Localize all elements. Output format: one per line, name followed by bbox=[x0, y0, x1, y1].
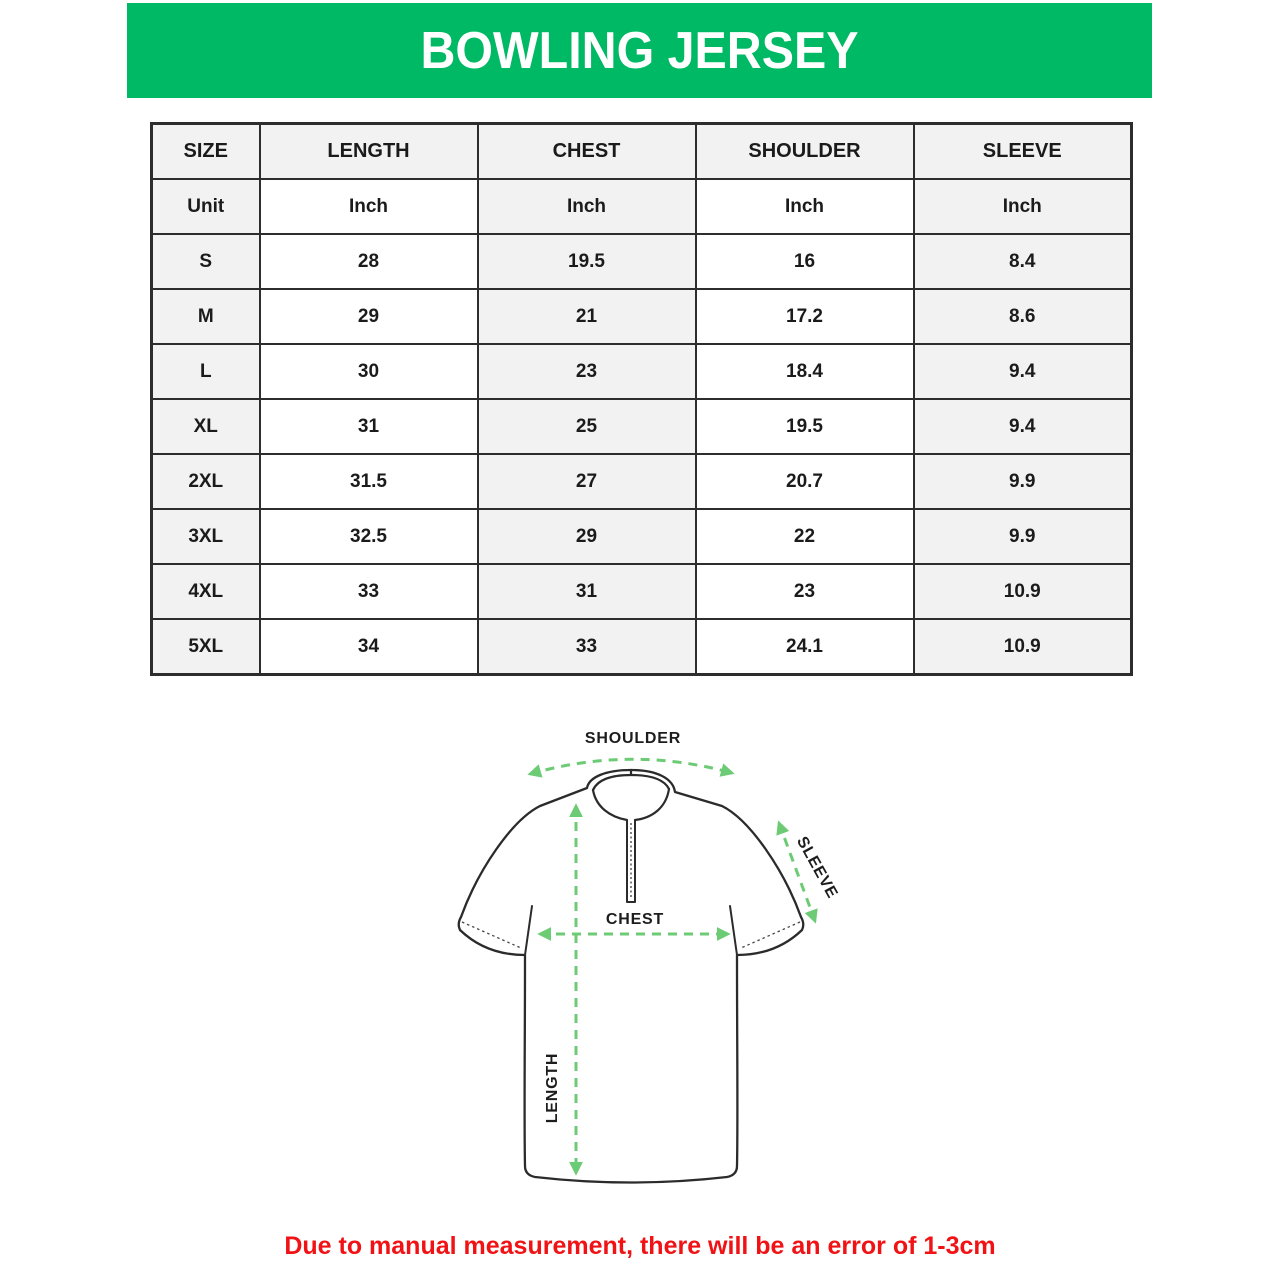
measurement-cell: 19.5 bbox=[696, 399, 914, 454]
measurement-cell: 23 bbox=[478, 344, 696, 399]
measurement-cell: 29 bbox=[260, 289, 478, 344]
measurement-cell: 33 bbox=[478, 619, 696, 675]
measurement-cell: 10.9 bbox=[914, 564, 1132, 619]
measurement-cell: 10.9 bbox=[914, 619, 1132, 675]
table-row bbox=[152, 344, 1132, 399]
measurement-cell: 31 bbox=[478, 564, 696, 619]
measurement-cell: 33 bbox=[260, 564, 478, 619]
unit-row bbox=[152, 179, 1132, 234]
table-row bbox=[152, 509, 1132, 564]
measurement-cell: 31 bbox=[260, 399, 478, 454]
measurement-cell: 22 bbox=[696, 509, 914, 564]
measurement-cell: 18.4 bbox=[696, 344, 914, 399]
length-label: LENGTH bbox=[544, 1052, 561, 1124]
title-banner bbox=[127, 3, 1152, 98]
size-label-cell: L bbox=[152, 344, 260, 399]
jersey-measurement-diagram bbox=[420, 718, 870, 1210]
measurement-cell: 31.5 bbox=[260, 454, 478, 509]
measurement-cell: 23 bbox=[696, 564, 914, 619]
table-row bbox=[152, 399, 1132, 454]
sleeve-label: SLEEVE bbox=[793, 833, 841, 902]
size-chart-table bbox=[150, 122, 1133, 676]
measurement-cell: 34 bbox=[260, 619, 478, 675]
measurement-cell: 9.9 bbox=[914, 454, 1132, 509]
unit-label-cell: Unit bbox=[152, 179, 260, 234]
size-label-cell: XL bbox=[152, 399, 260, 454]
col-header-chest: CHEST bbox=[478, 124, 696, 180]
table-row bbox=[152, 289, 1132, 344]
col-header-size: SIZE bbox=[152, 124, 260, 180]
measurement-cell: 9.9 bbox=[914, 509, 1132, 564]
table-row bbox=[152, 619, 1132, 675]
measurement-cell: 29 bbox=[478, 509, 696, 564]
measurement-cell: 9.4 bbox=[914, 399, 1132, 454]
size-label-cell: 4XL bbox=[152, 564, 260, 619]
measurement-cell: 25 bbox=[478, 399, 696, 454]
unit-cell: Inch bbox=[478, 179, 696, 234]
measurement-cell: 32.5 bbox=[260, 509, 478, 564]
measurement-cell: 8.4 bbox=[914, 234, 1132, 289]
measurement-cell: 24.1 bbox=[696, 619, 914, 675]
col-header-shoulder: SHOULDER bbox=[696, 124, 914, 180]
measurement-cell: 8.6 bbox=[914, 289, 1132, 344]
page-title: BOWLING JERSEY bbox=[420, 21, 859, 80]
col-header-length: LENGTH bbox=[260, 124, 478, 180]
measurement-cell: 21 bbox=[478, 289, 696, 344]
measurement-cell: 16 bbox=[696, 234, 914, 289]
size-label-cell: 2XL bbox=[152, 454, 260, 509]
measurement-cell: 17.2 bbox=[696, 289, 914, 344]
unit-cell: Inch bbox=[914, 179, 1132, 234]
measurement-cell: 28 bbox=[260, 234, 478, 289]
table-row bbox=[152, 234, 1132, 289]
size-label-cell: 5XL bbox=[152, 619, 260, 675]
measurement-disclaimer: Due to manual measurement, there will be an error of 1-3cm bbox=[284, 1232, 996, 1260]
size-label-cell: M bbox=[152, 289, 260, 344]
unit-cell: Inch bbox=[696, 179, 914, 234]
header-row bbox=[152, 124, 1132, 180]
col-header-sleeve: SLEEVE bbox=[914, 124, 1132, 180]
measurement-cell: 9.4 bbox=[914, 344, 1132, 399]
measurement-cell: 30 bbox=[260, 344, 478, 399]
table-row bbox=[152, 564, 1132, 619]
unit-cell: Inch bbox=[260, 179, 478, 234]
size-label-cell: 3XL bbox=[152, 509, 260, 564]
chest-label: CHEST bbox=[605, 911, 665, 928]
size-label-cell: S bbox=[152, 234, 260, 289]
table-row bbox=[152, 454, 1132, 509]
measurement-cell: 20.7 bbox=[696, 454, 914, 509]
measurement-cell: 19.5 bbox=[478, 234, 696, 289]
shoulder-label: SHOULDER bbox=[584, 730, 682, 747]
jersey-outline bbox=[459, 770, 804, 1183]
measurement-cell: 27 bbox=[478, 454, 696, 509]
